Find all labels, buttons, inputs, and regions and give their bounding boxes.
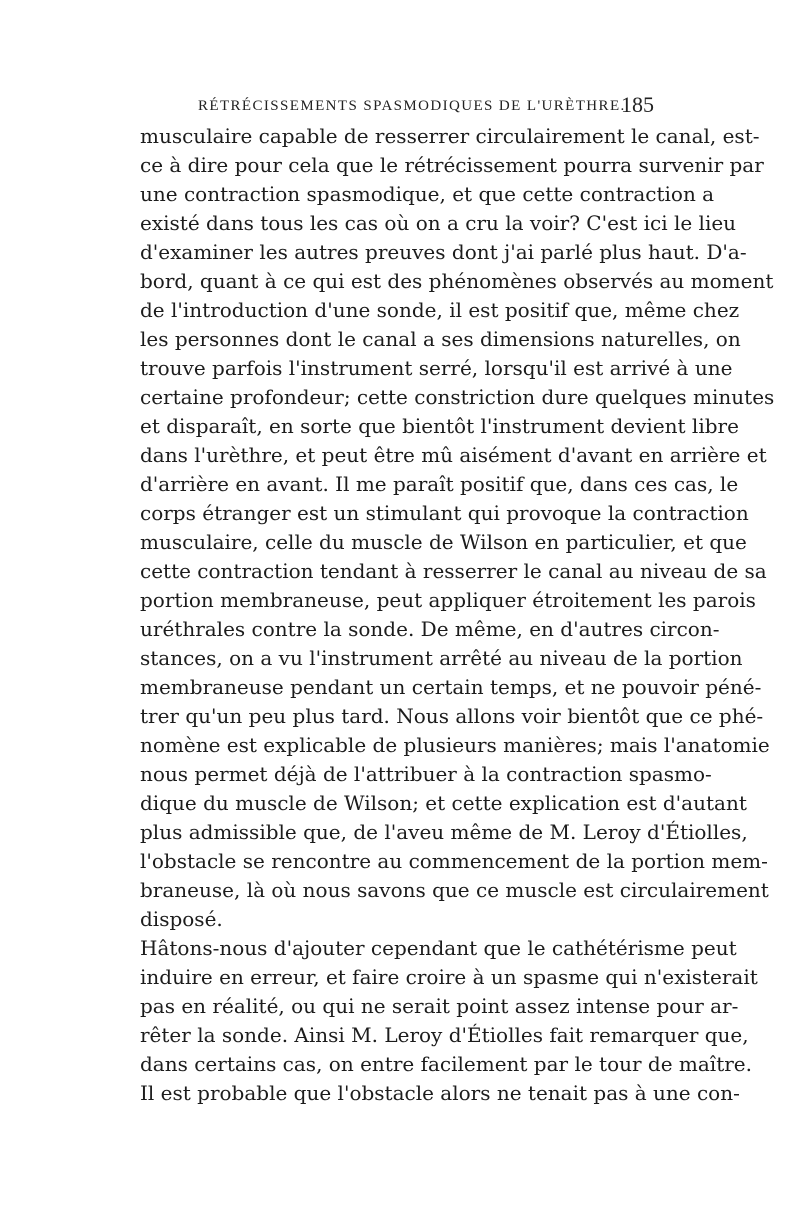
- text-line: certaine profondeur; cette constriction dure quelques minutes: [140, 385, 775, 409]
- text-line: pas en réalité, ou qui ne serait point assez intense pour ar-: [140, 994, 739, 1018]
- text-line: nous permet déjà de l'attribuer à la contraction spasmo-: [140, 762, 712, 786]
- page-number: 185: [621, 92, 654, 117]
- text-line: nomène est explicable de plusieurs manières; mais l'anatomie: [140, 733, 770, 757]
- text-line: une contraction spasmodique, et que cette contraction a: [140, 182, 715, 206]
- page-header: [140, 90, 660, 120]
- text-line: Il est probable que l'obstacle alors ne tenait pas à une con-: [140, 1081, 740, 1105]
- text-line: induire en erreur, et faire croire à un spasme qui n'existerait: [140, 965, 758, 989]
- text-line: d'examiner les autres preuves dont j'ai parlé plus haut. D'a-: [140, 240, 747, 264]
- text-line: membraneuse pendant un certain temps, et ne pouvoir péné-: [140, 675, 762, 699]
- text-line: les personnes dont le canal a ses dimensions naturelles, on: [140, 327, 741, 351]
- text-line: bord, quant à ce qui est des phénomènes observés au moment: [140, 269, 774, 293]
- body-text: [140, 122, 775, 1108]
- text-line: musculaire, celle du muscle de Wilson en particulier, et que: [140, 530, 747, 554]
- text-line: dans certains cas, on entre facilement par le tour de maître.: [140, 1052, 752, 1076]
- text-line: cette contraction tendant à resserrer le canal au niveau de sa: [140, 559, 767, 583]
- text-line: dique du muscle de Wilson; et cette explication est d'autant: [140, 791, 747, 815]
- text-line: l'obstacle se rencontre au commencement de la portion mem-: [140, 849, 768, 873]
- text-line: trouve parfois l'instrument serré, lorsqu'il est arrivé à une: [140, 356, 733, 380]
- text-line: rêter la sonde. Ainsi M. Leroy d'Étiolles fait remarquer que,: [140, 1023, 749, 1047]
- running-title: RÉTRÉCISSEMENTS SPASMODIQUES DE L'URÈTHRE.: [198, 98, 626, 114]
- text-line: de l'introduction d'une sonde, il est positif que, même chez: [140, 298, 740, 322]
- text-line: corps étranger est un stimulant qui provoque la contraction: [140, 501, 749, 525]
- text-line: portion membraneuse, peut appliquer étroitement les parois: [140, 588, 756, 612]
- text-line: musculaire capable de resserrer circulairement le canal, est-: [140, 124, 760, 148]
- text-line: ce à dire pour cela que le rétrécissement pourra survenir par: [140, 153, 764, 177]
- text-line: existé dans tous les cas où on a cru la voir? C'est ici le lieu: [140, 211, 737, 235]
- text-line: disposé.: [140, 907, 223, 931]
- text-line: stances, on a vu l'instrument arrêté au niveau de la portion: [140, 646, 743, 670]
- text-line: braneuse, là où nous savons que ce muscle est circulairement: [140, 878, 769, 902]
- text-line: trer qu'un peu plus tard. Nous allons voir bientôt que ce phé-: [140, 704, 764, 728]
- text-line: et disparaît, en sorte que bientôt l'instrument devient libre: [140, 414, 739, 438]
- text-line: plus admissible que, de l'aveu même de M. Leroy d'Étiolles,: [140, 820, 748, 844]
- text-line: dans l'urèthre, et peut être mû aisément d'avant en arrière et: [140, 443, 767, 467]
- text-line: d'arrière en avant. Il me paraît positif que, dans ces cas, le: [140, 472, 739, 496]
- text-line: uréthrales contre la sonde. De même, en d'autres circon-: [140, 617, 720, 641]
- paragraph-start-line: Hâtons-nous d'ajouter cependant que le cathétérisme peut: [140, 936, 737, 960]
